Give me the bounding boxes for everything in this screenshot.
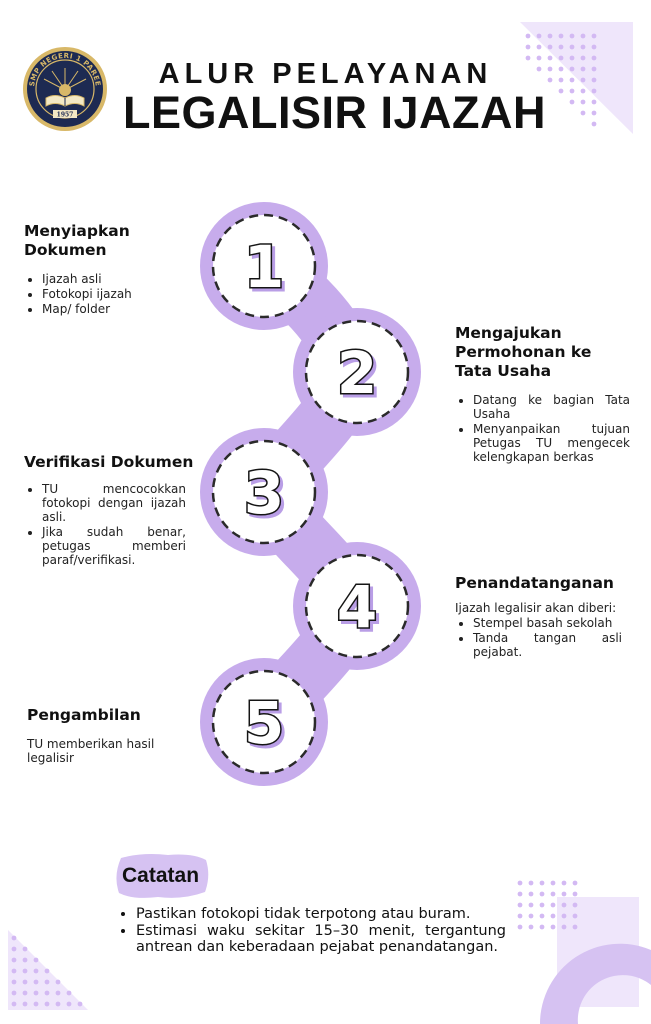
page-title: LEGALISIR IJAZAH	[122, 87, 547, 138]
step-1-block	[24, 222, 174, 317]
list-item: • Menyanpaikan tujuan Petugas TU mengecek kelengkapan berkas	[473, 422, 630, 464]
step-3-list	[24, 482, 186, 567]
list-item: • Jika sudah benar, petugas memberi paraf/verifikasi.	[42, 525, 186, 567]
step-number-3: 3	[243, 459, 285, 527]
step-4-title: Penandatanganan	[455, 574, 614, 592]
list-item: • Datang ke bagian Tata Usaha	[473, 393, 630, 421]
page-subtitle: ALUR PELAYANAN	[158, 58, 493, 90]
step-3-block	[24, 453, 194, 568]
notes-list	[116, 906, 506, 956]
list-item: • Tanda tangan asli pejabat.	[473, 631, 622, 659]
step-4-intro: Ijazah legalisir akan diberi:	[455, 601, 617, 615]
step-5-text: TU memberikan hasil legalisir	[27, 737, 155, 765]
logo-year: 1957	[56, 111, 74, 119]
list-item: • Ijazah asli	[42, 272, 174, 286]
step-1-list	[24, 272, 174, 316]
notes-label: Catatan	[122, 864, 200, 887]
logo-text: SMP NEGERI 1 PAREE	[28, 51, 102, 87]
list-item: • Fotokopi ijazah	[42, 287, 174, 301]
step-number-2: 2	[336, 339, 378, 407]
step-number-1: 1	[243, 233, 285, 301]
step-5-block	[27, 706, 167, 765]
step-number-5: 5	[243, 689, 285, 757]
list-item: • Stempel basah sekolah	[473, 616, 622, 630]
list-item: • Pastikan fotokopi tidak terpotong atau buram.	[136, 906, 506, 923]
step-3-title: Verifikasi Dokumen	[24, 453, 194, 471]
list-item: • Estimasi waku sekitar 15–30 menit, tergantung antrean dan keberadaan pejabat penandatangan.	[136, 923, 506, 956]
step-1-title: Menyiapkan Dokumen	[24, 222, 130, 259]
step-2-title: Mengajukan Permohonan ke Tata Usaha	[455, 324, 592, 380]
step-2-block	[455, 324, 630, 465]
step-4-list	[455, 616, 622, 659]
list-item: • Map/ folder	[42, 302, 174, 316]
step-2-list	[455, 393, 630, 464]
step-4-block	[455, 574, 622, 660]
list-item: • TU mencocokkan fotokopi dengan ijazah asli.	[42, 482, 186, 524]
step-5-title: Pengambilan	[27, 706, 141, 724]
step-number-4: 4	[336, 573, 378, 641]
